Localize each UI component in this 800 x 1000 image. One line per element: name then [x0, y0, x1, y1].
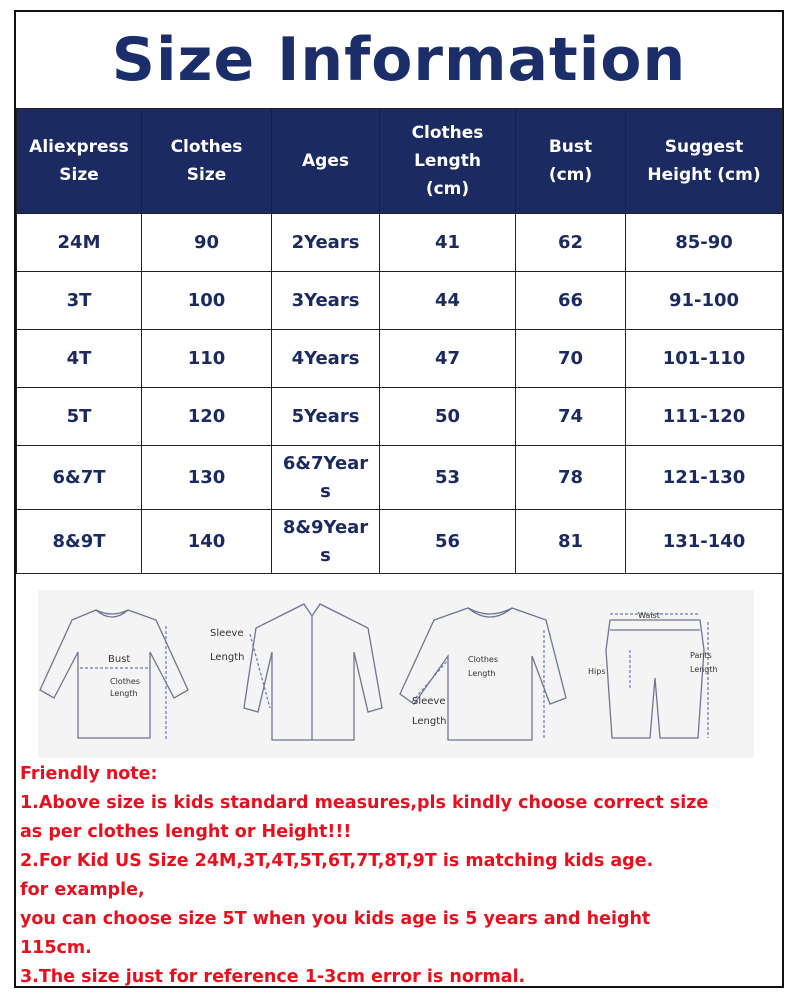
table-cell: 41 — [380, 214, 516, 272]
diagram-label-bust: Bust — [108, 654, 131, 665]
note-line: 1.Above size is kids standard measures,pls kindly choose correct size — [20, 793, 709, 813]
measurement-diagram — [38, 590, 754, 758]
table-cell: 5T — [17, 388, 142, 446]
table-row — [17, 272, 783, 330]
note-heading: Friendly note: — [20, 764, 158, 784]
note-line: 115cm. — [20, 938, 92, 958]
table-cell: 44 — [380, 272, 516, 330]
table-cell: 50 — [380, 388, 516, 446]
measurement-illustration — [38, 590, 754, 758]
size-chart-frame — [14, 10, 784, 988]
table-row — [17, 214, 783, 272]
table-cell: 101-110 — [626, 330, 783, 388]
table-cell: 3T — [17, 272, 142, 330]
table-cell: 4T — [17, 330, 142, 388]
diagram-label-pants-length: Length — [690, 665, 718, 674]
friendly-note — [20, 760, 782, 992]
table-cell: 56 — [380, 510, 516, 574]
note-line: for example, — [20, 880, 145, 900]
table-cell: 2Years — [272, 214, 380, 272]
table-cell: 53 — [380, 446, 516, 510]
table-cell: 74 — [516, 388, 626, 446]
title-banner — [16, 12, 782, 110]
table-cell: 78 — [516, 446, 626, 510]
column-header: Suggest Height (cm) — [626, 109, 783, 214]
diagram-label-sleeve-length-2: Length — [412, 716, 447, 727]
table-cell: 66 — [516, 272, 626, 330]
table-body — [17, 214, 783, 574]
note-line: as per clothes lenght or Height!!! — [20, 822, 352, 842]
table-cell: 3Years — [272, 272, 380, 330]
table-cell: 91-100 — [626, 272, 783, 330]
table-cell: 130 — [142, 446, 272, 510]
note-line: you can choose size 5T when you kids age is 5 years and height — [20, 909, 651, 929]
table-cell: 8&9T — [17, 510, 142, 574]
table-row — [17, 446, 783, 510]
diagram-label-sleeve-2: Sleeve — [412, 696, 446, 707]
diagram-label-hips: Hips — [588, 667, 606, 676]
size-table — [16, 108, 783, 574]
table-cell: 121-130 — [626, 446, 783, 510]
table-cell: 85-90 — [626, 214, 783, 272]
column-header: Aliexpress Size — [17, 109, 142, 214]
diagram-label-sleeve-length: Length — [210, 652, 245, 663]
table-cell: 131-140 — [626, 510, 783, 574]
table-cell: 120 — [142, 388, 272, 446]
table-cell: 6&7T — [17, 446, 142, 510]
table-cell: 140 — [142, 510, 272, 574]
table-cell: 81 — [516, 510, 626, 574]
note-line: 3.The size just for reference 1-3cm error is normal. — [20, 967, 526, 987]
column-header: Clothes Length (cm) — [380, 109, 516, 214]
table-cell: 47 — [380, 330, 516, 388]
table-cell: 62 — [516, 214, 626, 272]
diagram-label-clothes: Clothes — [110, 677, 140, 686]
table-cell: 110 — [142, 330, 272, 388]
table-cell: 100 — [142, 272, 272, 330]
table-cell: 90 — [142, 214, 272, 272]
table-row — [17, 510, 783, 574]
diagram-label-pants: Pants — [690, 651, 712, 660]
column-header: Bust (cm) — [516, 109, 626, 214]
table-header-row — [17, 109, 783, 214]
table-cell: 8&9Year s — [272, 510, 380, 574]
diagram-label-length: Length — [110, 689, 138, 698]
table-cell: 4Years — [272, 330, 380, 388]
diagram-label-clothes-2: Clothes — [468, 655, 498, 664]
note-line: 2.For Kid US Size 24M,3T,4T,5T,6T,7T,8T,9T is matching kids age. — [20, 851, 654, 871]
diagram-label-waist: Waist — [638, 611, 660, 620]
diagram-label-length-2: Length — [468, 669, 496, 678]
table-row — [17, 330, 783, 388]
table-cell: 111-120 — [626, 388, 783, 446]
page-title: Size Information — [111, 25, 687, 95]
table-cell: 5Years — [272, 388, 380, 446]
column-header: Clothes Size — [142, 109, 272, 214]
column-header: Ages — [272, 109, 380, 214]
table-cell: 24M — [17, 214, 142, 272]
table-cell: 70 — [516, 330, 626, 388]
table-row — [17, 388, 783, 446]
table-cell: 6&7Year s — [272, 446, 380, 510]
diagram-label-sleeve: Sleeve — [210, 628, 244, 639]
